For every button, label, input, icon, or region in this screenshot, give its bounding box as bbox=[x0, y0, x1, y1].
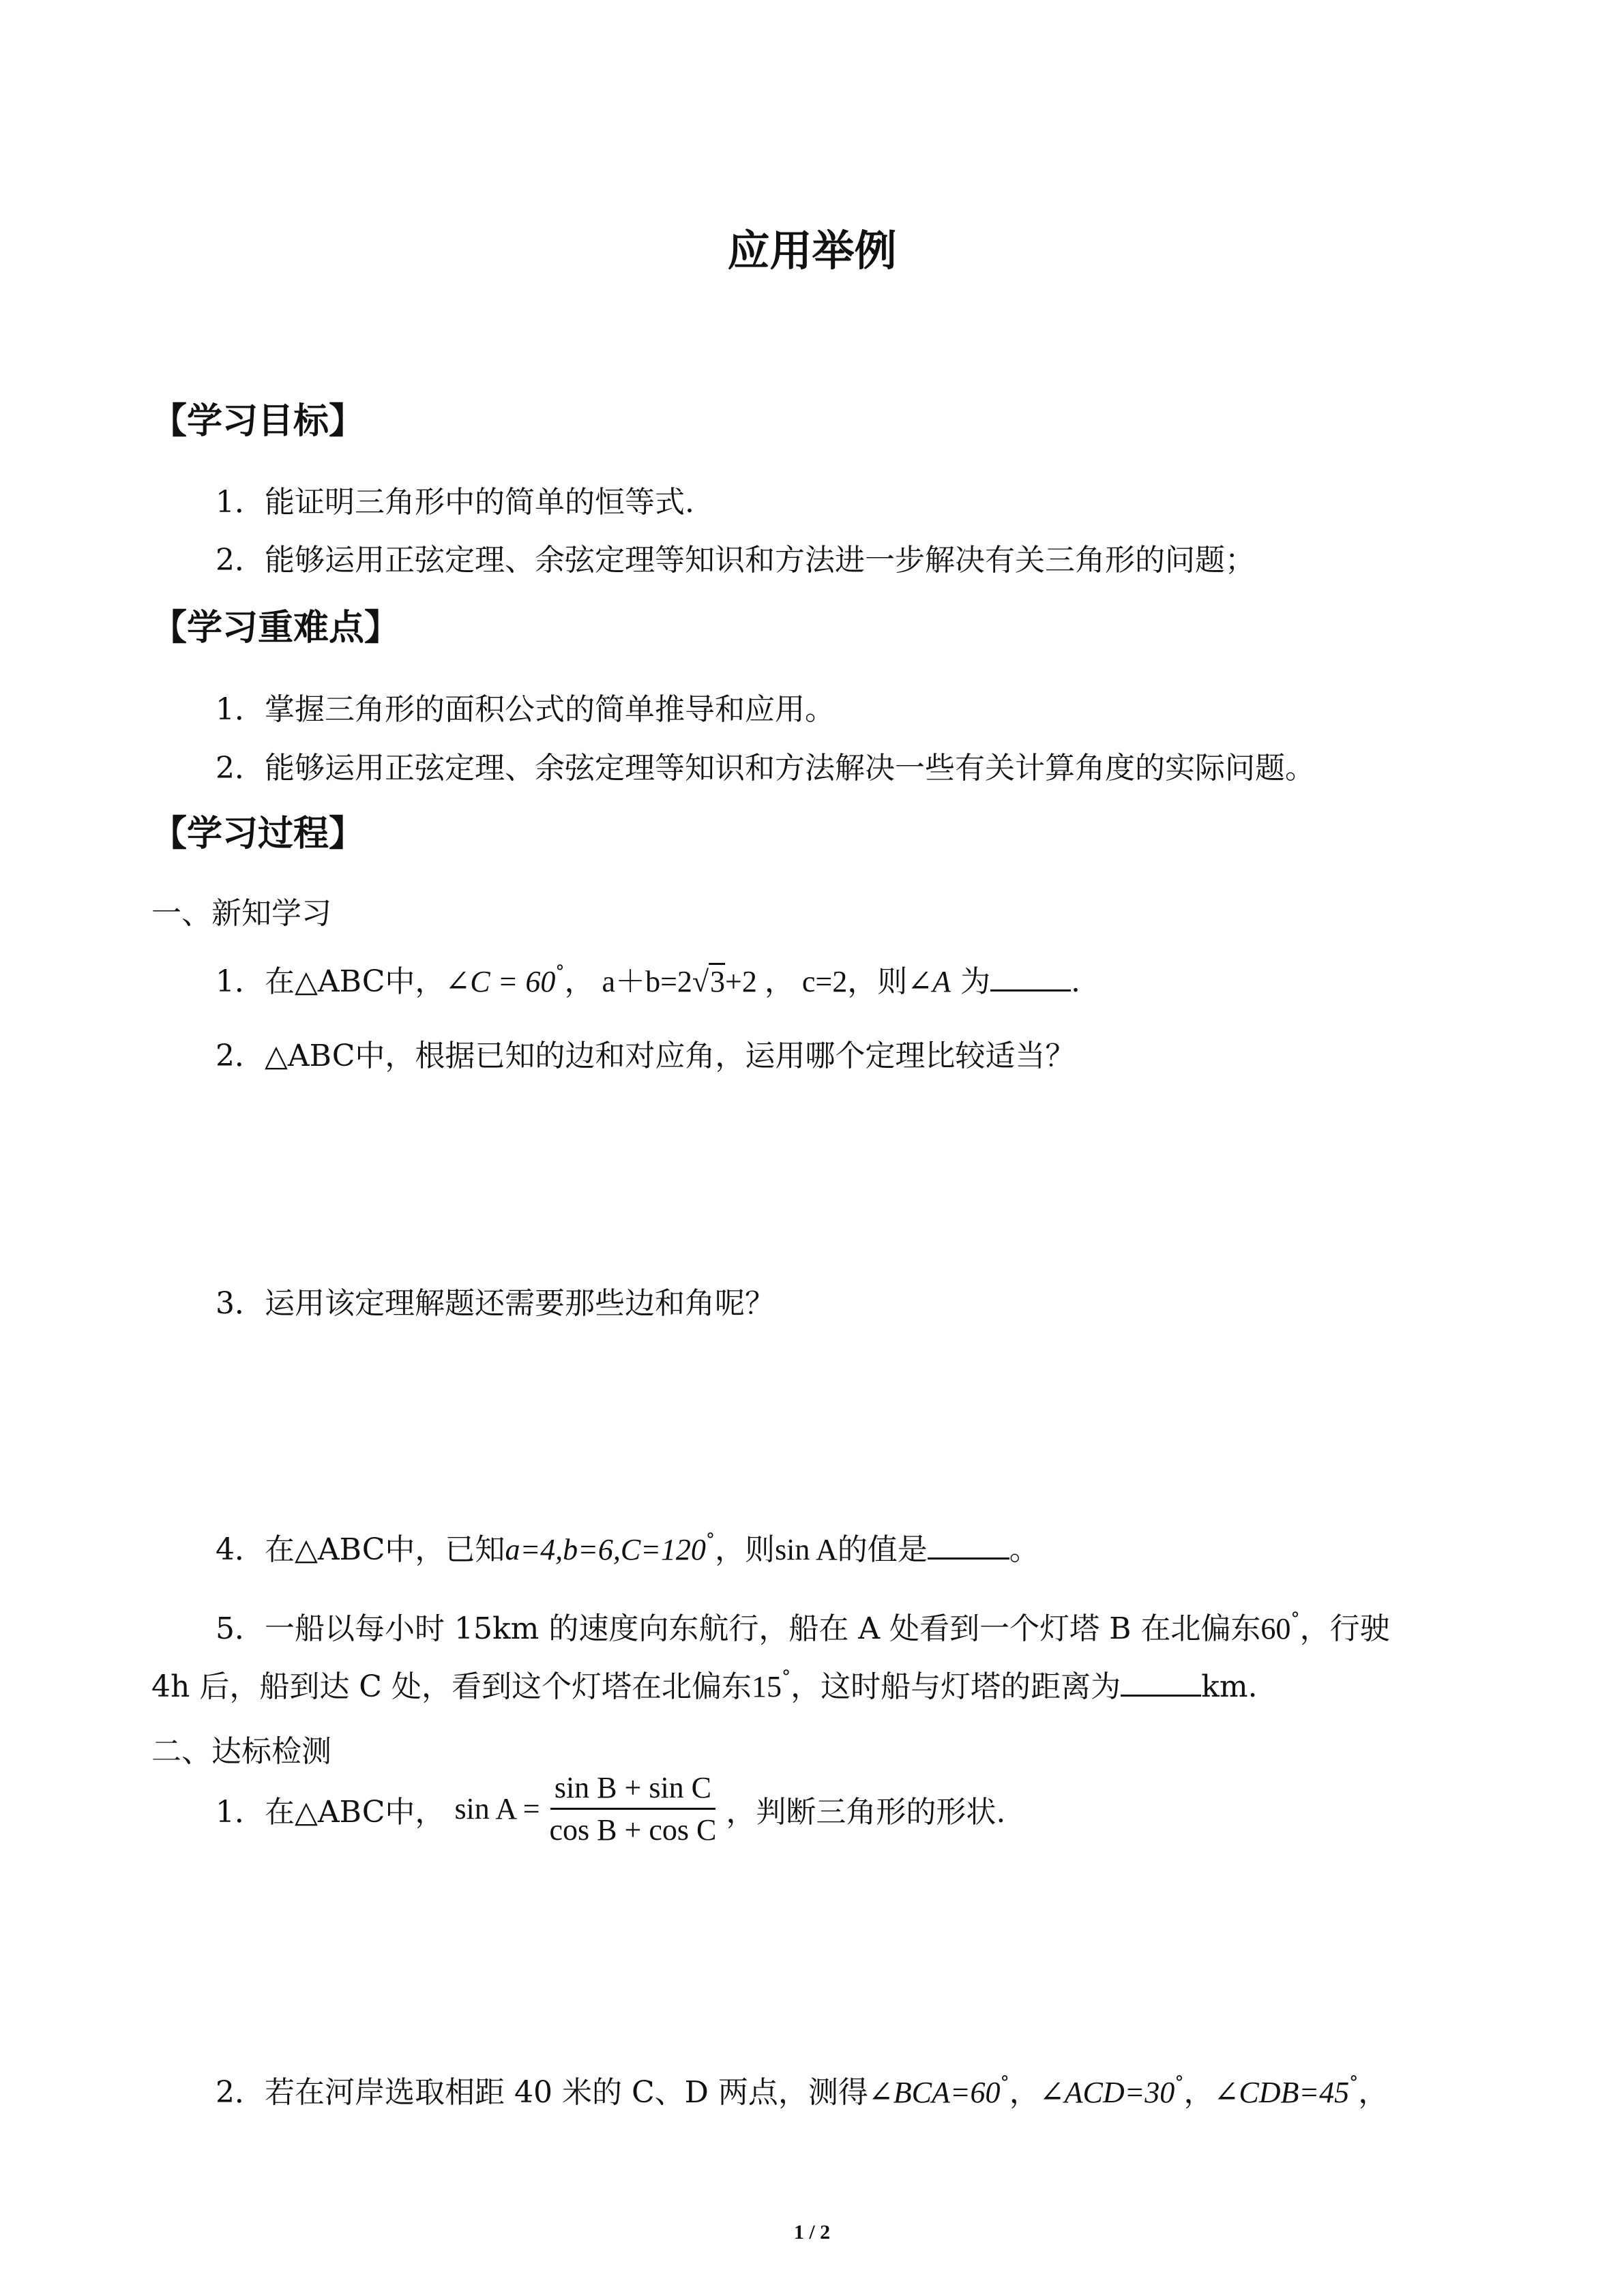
q1-sum-b: +2 ， c=2，则 bbox=[725, 965, 908, 998]
q1-prefix: 在△ABC中， bbox=[265, 964, 445, 999]
q1-answer-blank[interactable] bbox=[990, 961, 1071, 992]
p2q2-degree-3: ° bbox=[1349, 2072, 1359, 2094]
objectives-heading: 【学习目标】 bbox=[151, 401, 365, 442]
p2q2-sep-3: ， bbox=[1358, 2075, 1389, 2110]
q1-end: . bbox=[1070, 964, 1080, 999]
part1-question-3: 3．运用该定理解题还需要那些边和角呢？ bbox=[216, 1286, 775, 1321]
objective-item-2: 2．能够运用正弦定理、余弦定理等知识和方法进一步解决有关三角形的问题； bbox=[216, 543, 1255, 578]
p2q1-fraction bbox=[546, 1770, 721, 1847]
q4-degree: ° bbox=[705, 1530, 715, 1551]
q1-sum-a: ， a＋b=2 bbox=[564, 965, 692, 998]
q1-degree: ° bbox=[555, 961, 565, 983]
q5-unit: km. bbox=[1201, 1669, 1258, 1704]
q5-degree-1: ° bbox=[1290, 1609, 1300, 1630]
page-title: 应用举例 bbox=[727, 226, 897, 275]
part1-question-1 bbox=[216, 957, 1080, 1000]
q4-post: 的值是 bbox=[837, 1532, 928, 1567]
p2q1-number: 1． bbox=[216, 1794, 265, 1830]
q5-line2-pre: 4h 后，船到达 C 处，看到这个灯塔在北偏东 bbox=[151, 1669, 752, 1704]
process-heading: 【学习过程】 bbox=[151, 814, 365, 854]
part2-question-2 bbox=[216, 2068, 1388, 2111]
q5-line2-post: ，这时船与灯塔的距离为 bbox=[791, 1669, 1121, 1704]
p2q1-post: ，判断三角形的形状. bbox=[726, 1794, 1006, 1830]
part2-question-1 bbox=[216, 1770, 1005, 1847]
q1-angle-a: ∠A bbox=[907, 965, 951, 998]
p2q1-numerator: sin B + sin C bbox=[550, 1770, 715, 1810]
part2-label: 二、达标检测 bbox=[151, 1734, 331, 1769]
q1-angle-c: ∠C = 60 bbox=[445, 965, 556, 998]
q4-expression: sin A bbox=[775, 1533, 838, 1566]
part1-question-2: 2．△ABC中，根据已知的边和对应角，运用哪个定理比较适当？ bbox=[216, 1039, 1076, 1073]
q5-answer-blank[interactable] bbox=[1121, 1666, 1201, 1697]
q4-conditions: a=4,b=6,C=120 bbox=[505, 1533, 706, 1566]
q5-line1-pre: 5．一船以每小时 15km 的速度向东航行，船在 A 处看到一个灯塔 B 在北偏东 bbox=[216, 1611, 1261, 1646]
objective-item-1: 1．能证明三角形中的简单的恒等式. bbox=[216, 485, 694, 520]
q1-sqrt-arg: 3 bbox=[709, 963, 725, 998]
part1-question-4 bbox=[216, 1525, 1039, 1568]
p2q2-angle-bca: ∠BCA=60 bbox=[868, 2076, 1001, 2109]
q1-post: 为 bbox=[950, 964, 990, 999]
q5-degree-2: ° bbox=[781, 1667, 791, 1688]
q4-mid: ，则 bbox=[715, 1532, 776, 1567]
p2q2-angle-acd: ∠ACD=30 bbox=[1039, 2076, 1175, 2109]
p2q2-sep-1: ， bbox=[1009, 2075, 1039, 2110]
p2q2-degree-1: ° bbox=[1000, 2072, 1009, 2094]
q4-answer-blank[interactable] bbox=[928, 1529, 1009, 1560]
p2q1-denominator: cos B + cos C bbox=[549, 1813, 717, 1847]
q4-prefix: 在△ABC中，已知 bbox=[265, 1532, 505, 1567]
sqrt-symbol: √ bbox=[692, 965, 709, 998]
part1-question-5-line-2 bbox=[151, 1662, 1258, 1705]
part1-label: 一、新知学习 bbox=[151, 896, 331, 931]
p2q1-prefix: 在△ABC中， bbox=[265, 1794, 445, 1830]
q4-number: 4． bbox=[216, 1532, 265, 1567]
q5-angle-1: 60 bbox=[1260, 1612, 1291, 1645]
q5-line1-post: ，行驶 bbox=[1299, 1611, 1390, 1646]
key-point-item-1: 1．掌握三角形的面积公式的简单推导和应用。 bbox=[216, 692, 835, 727]
q4-end: 。 bbox=[1009, 1532, 1039, 1567]
p2q2-angle-cdb: ∠CDB=45 bbox=[1213, 2076, 1350, 2109]
p2q2-sep-2: ， bbox=[1183, 2075, 1214, 2110]
key-points-heading: 【学习重难点】 bbox=[151, 608, 400, 648]
page-number: 1 / 2 bbox=[793, 2221, 831, 2243]
q1-number: 1． bbox=[216, 964, 265, 999]
p2q2-degree-2: ° bbox=[1175, 2072, 1184, 2094]
part1-question-5-line-1 bbox=[216, 1604, 1390, 1648]
p2q1-lhs: sin A = bbox=[454, 1792, 540, 1825]
key-point-item-2: 2．能够运用正弦定理、余弦定理等知识和方法解决一些有关计算角度的实际问题。 bbox=[216, 751, 1315, 786]
q5-angle-2: 15 bbox=[751, 1670, 782, 1703]
p2q2-prefix: 2．若在河岸选取相距 40 米的 C、D 两点，测得 bbox=[216, 2075, 868, 2110]
